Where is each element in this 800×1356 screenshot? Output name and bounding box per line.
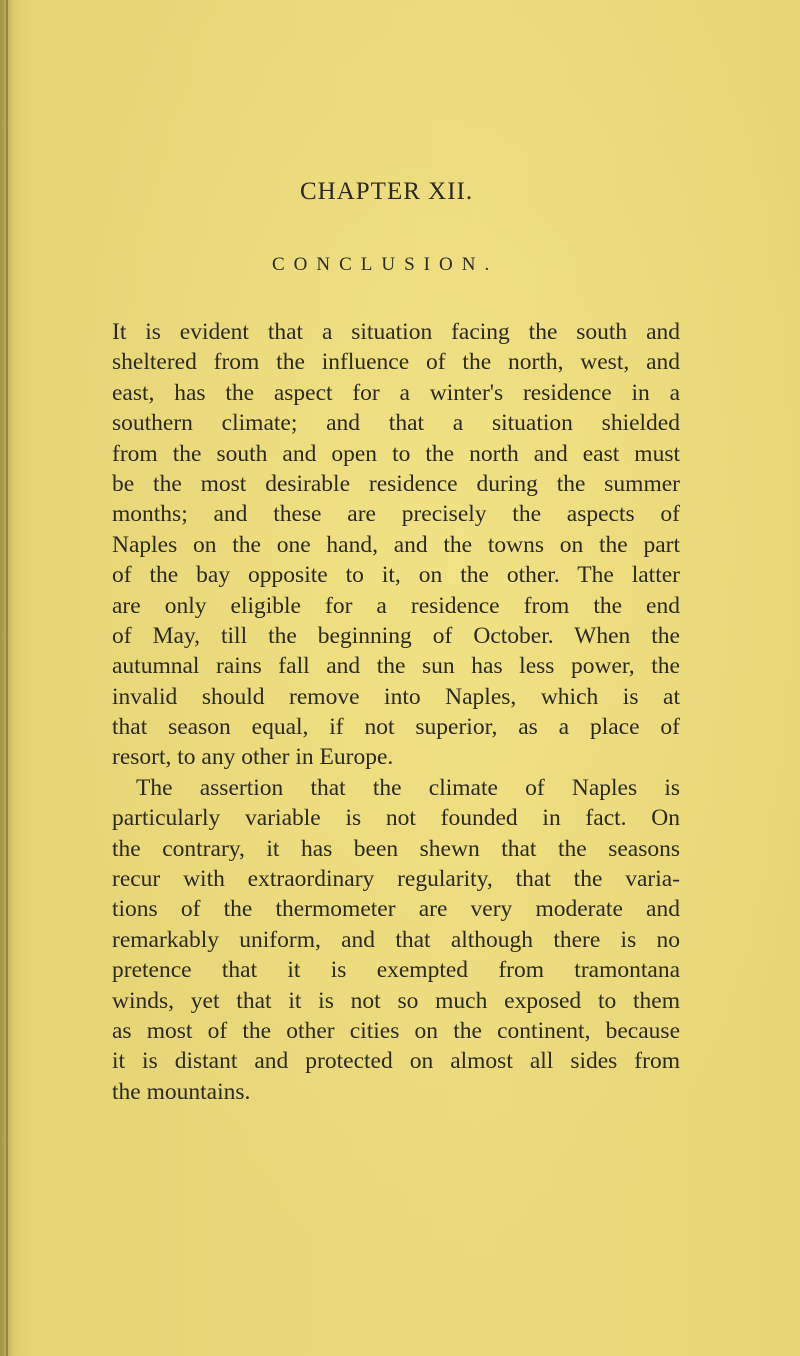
text-line: resort, to any other in Europe. [112,744,394,771]
text-line: recur with extraordinary regularity, that the varia- [112,866,680,893]
text-line: remarkably uniform, and that although there is no [112,926,680,953]
text-line: east, has the aspect for a winter's residence in a [112,379,680,406]
text-line: The assertion that the climate of Naples is [136,774,680,801]
text-line: It is evident that a situation facing the south and [112,319,680,345]
text-line: tions of the thermometer are very moderate and [112,896,680,923]
text-line: sheltered from the influence of the north, west, and [112,349,680,376]
text-line: the contrary, it has been shewn that the seasons [112,835,680,862]
text-line: be the most desirable residence during the summer [112,470,680,497]
text-line: particularly variable is not founded in fact. On [112,805,680,832]
section-title: CONCLUSION. [272,254,499,275]
text-line: Naples on the one hand, and the towns on the part [112,531,680,558]
text-line: of May, till the beginning of October. When the [112,622,680,649]
text-line: invalid should remove into Naples, which is at [112,683,680,710]
text-line: autumnal rains fall and the sun has less power, the [112,653,680,680]
text-line: it is distant and protected on almost all sides from [112,1048,680,1075]
text-line: are only eligible for a residence from the end [112,592,680,619]
text-line: winds, yet that it is not so much exposed to them [112,987,680,1014]
page-gutter-edge [6,0,8,1356]
text-line: from the south and open to the north and east must [112,440,680,467]
body-text [112,317,680,1107]
text-line: as most of the other cities on the continent, because [112,1017,680,1044]
text-line: the mountains. [112,1078,251,1105]
chapter-heading: CHAPTER XII. [300,178,474,205]
text-line: that season equal, if not superior, as a place of [112,714,680,741]
text-line: pretence that it is exempted from tramontana [112,957,680,984]
text-line: months; and these are precisely the aspects of [112,501,680,528]
text-line: southern climate; and that a situation shielded [112,410,680,437]
text-line: of the bay opposite to it, on the other. The latter [112,562,680,589]
